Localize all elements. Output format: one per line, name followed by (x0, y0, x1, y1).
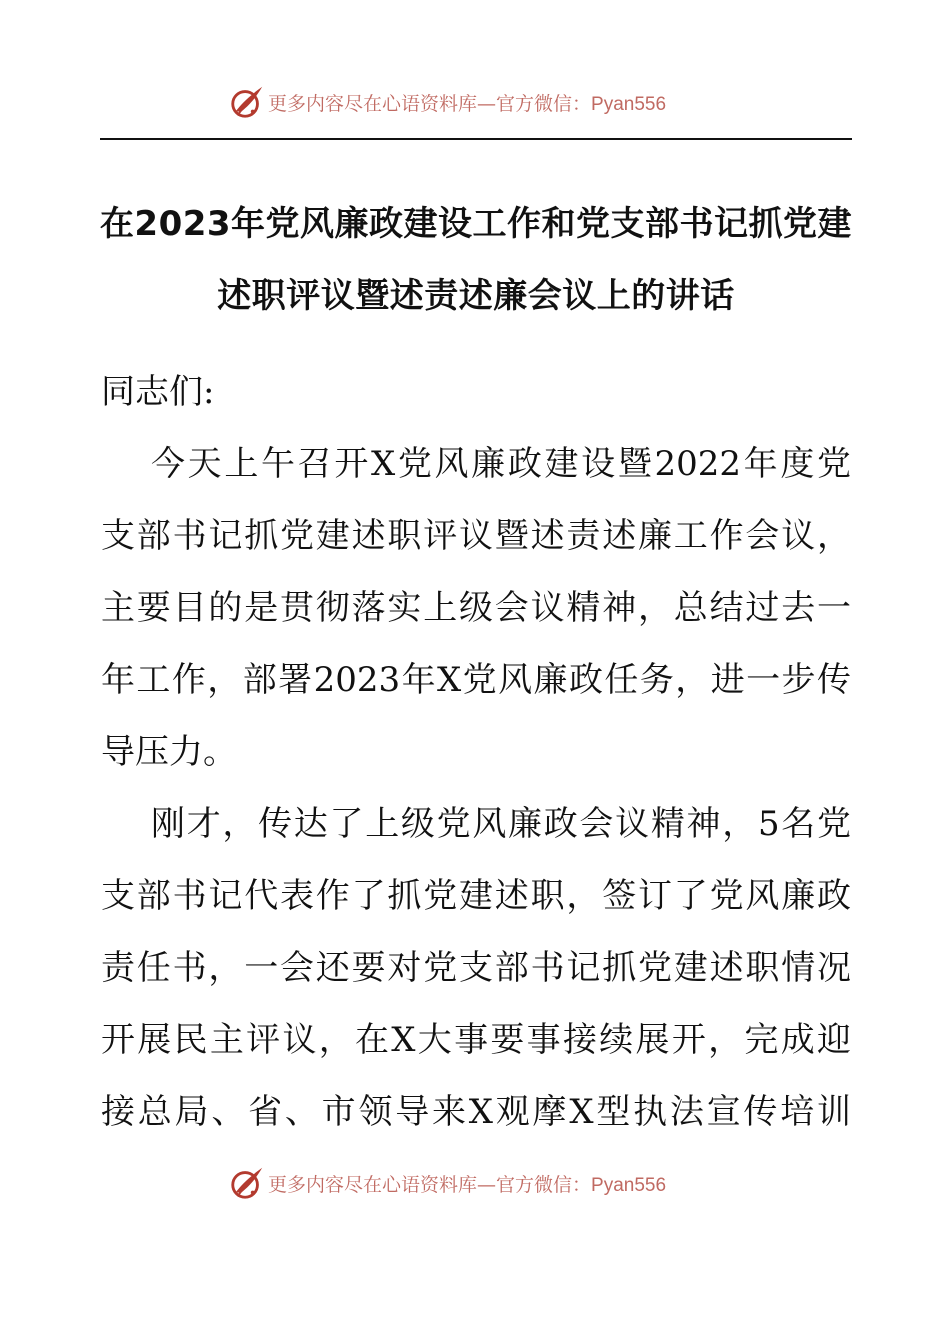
document-title-line-2: 述职评议暨述责述廉会议上的讲话 (217, 276, 735, 316)
paragraph-line: 导压力。 (101, 732, 237, 772)
footer-banner (228, 1163, 748, 1203)
quill-logo-icon (228, 83, 266, 121)
paragraph-line: 支部书记代表作了抓党建述职，签订了党风廉政 (101, 876, 851, 916)
wechat-handle: Pyan556 (591, 93, 667, 115)
paragraph-line: 接总局、省、市领导来X观摩X型执法宣传培训 (101, 1092, 851, 1132)
document-body (101, 356, 851, 1148)
banner-text: 更多内容尽在心语资料库—官方微信：Pyan556 (268, 1173, 667, 1196)
paragraph-line: 刚才，传达了上级党风廉政会议精神，5名党 (151, 804, 851, 844)
paragraph-line: 支部书记抓党建述职评议暨述责述廉工作会议， (101, 516, 851, 556)
header-banner (228, 82, 748, 122)
paragraph-line: 今天上午召开X党风廉政建设暨2022年度党 (151, 444, 851, 484)
paragraph-line: 责任书，一会还要对党支部书记抓党建述职情况 (101, 948, 851, 988)
paragraph-1 (101, 428, 851, 788)
paragraph-line: 开展民主评议，在X大事要事接续展开，完成迎 (101, 1020, 851, 1060)
header-rule (100, 138, 852, 140)
quill-logo-icon (228, 1164, 266, 1202)
salutation: 同志们: (101, 372, 215, 412)
paragraph-line: 年工作，部署2023年X党风廉政任务，进一步传 (101, 660, 851, 700)
wechat-handle: Pyan556 (591, 1174, 667, 1196)
banner-text: 更多内容尽在心语资料库—官方微信：Pyan556 (268, 92, 667, 115)
document-title-line-1: 在2023年党风廉政建设工作和党支部书记抓党建 (99, 204, 853, 244)
paragraph-2 (101, 788, 851, 1148)
paragraph-line: 主要目的是贯彻落实上级会议精神，总结过去一 (101, 588, 851, 628)
